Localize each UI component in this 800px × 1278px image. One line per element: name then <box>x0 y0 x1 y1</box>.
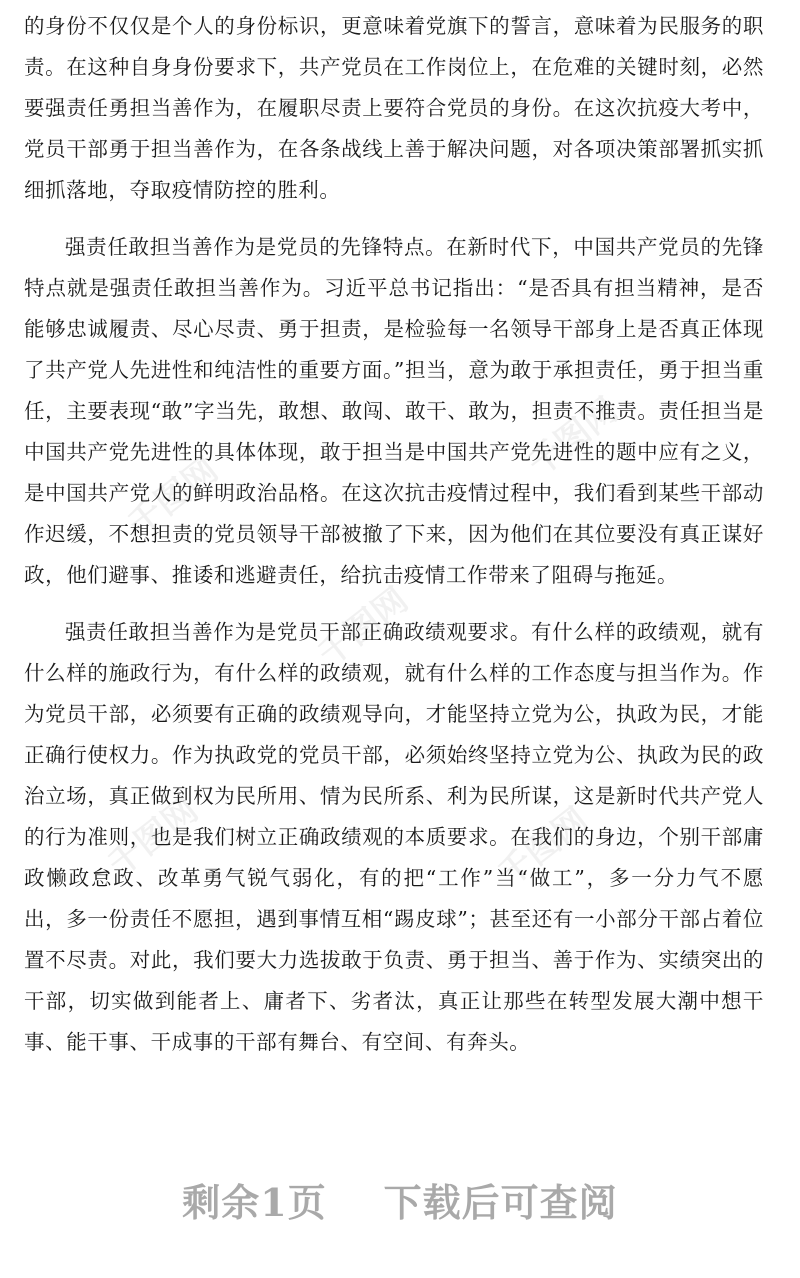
paragraph-1: 的身份不仅仅是个人的身份标识，更意味着党旗下的誓言，意味着为民服务的职责。在这种自身身份要求下，共产党员在工作岗位上，在危难的关键时刻，必然要强责任勇担当善作为，在履职尽责上要符合党员的身份。在这次抗疫大考中，党员干部勇于担当善作为，在各条战线上善于解决问题，对各项决策部署抓实抓细抓落地，夺取疫情防控的胜利。 <box>24 14 764 202</box>
paragraph-2: 强责任敢担当善作为是党员的先锋特点。在新时代下，中国共产党员的先锋特点就是强责任敢担当善作为。习近平总书记指出：“是否具有担当精神，是否能够忠诚履责、尽心尽责、勇于担责，是检验每一名领导干部身上是否真正体现了共产党人先进性和纯洁性的重要方面。”担当，意为敢于承担责任，勇于担当重任，主要表现“敢”字当先，敢想、敢闯、敢干、敢为，担责不推责。责任担当是中国共产党先进性的具体体现，敢于担当是中国共产党先进性的题中应有之义，是中国共产党人的鲜明政治品格。在这次抗击疫情过程中，我们看到某些干部动作迟缓，不想担责的党员领导干部被撤了下来，因为他们在其位要没有真正谋好政，他们避事、推诿和逃避责任，给抗击疫情工作带来了阻碍与拖延。 <box>24 235 764 587</box>
download-to-view-label: 下载后可查阅 <box>383 1180 618 1225</box>
watermark: 千图网 <box>490 800 596 895</box>
download-prompt-banner[interactable] <box>0 1172 800 1227</box>
paragraph-3: 强责任敢担当善作为是党员干部正确政绩观要求。有什么样的政绩观，就有什么样的施政行为，有什么样的政绩观，就有什么样的工作态度与担当作为。作为党员干部，必须要有正确的政绩观导向，才能坚持立党为公，执政为民，才能正确行使权力。作为执政党的党员干部，必须始终坚持立党为公、执政为民的政治立场，真正做到权为民所用、情为民所系、利为民所谋，这是新时代共产党人的行为准则，也是我们树立正确政绩观的本质要求。在我们的身边，个别干部庸政懒政怠政、改革勇气锐气弱化，有的把“工作”当“做工”，多一分力气不愿出，多一份责任不愿担，遇到事情互相“踢皮球”；甚至还有一小部分干部占着位置不尽责。对此，我们要大力选拔敢于负责、勇于担当、善于作为、实绩突出的干部，切实做到能者上、庸者下、劣者汰，真正让那些在转型发展大潮中想干事、能干事、干成事的干部有舞台、有空间、有奔头。 <box>24 620 764 1054</box>
remaining-pages-label: 剩余1页 <box>182 1180 327 1225</box>
document-body <box>24 6 764 1063</box>
watermark: 千图网 <box>100 790 206 885</box>
watermark: 千图网 <box>120 450 226 545</box>
watermark: 千图网 <box>520 390 626 485</box>
watermark: 千图网 <box>310 580 416 675</box>
